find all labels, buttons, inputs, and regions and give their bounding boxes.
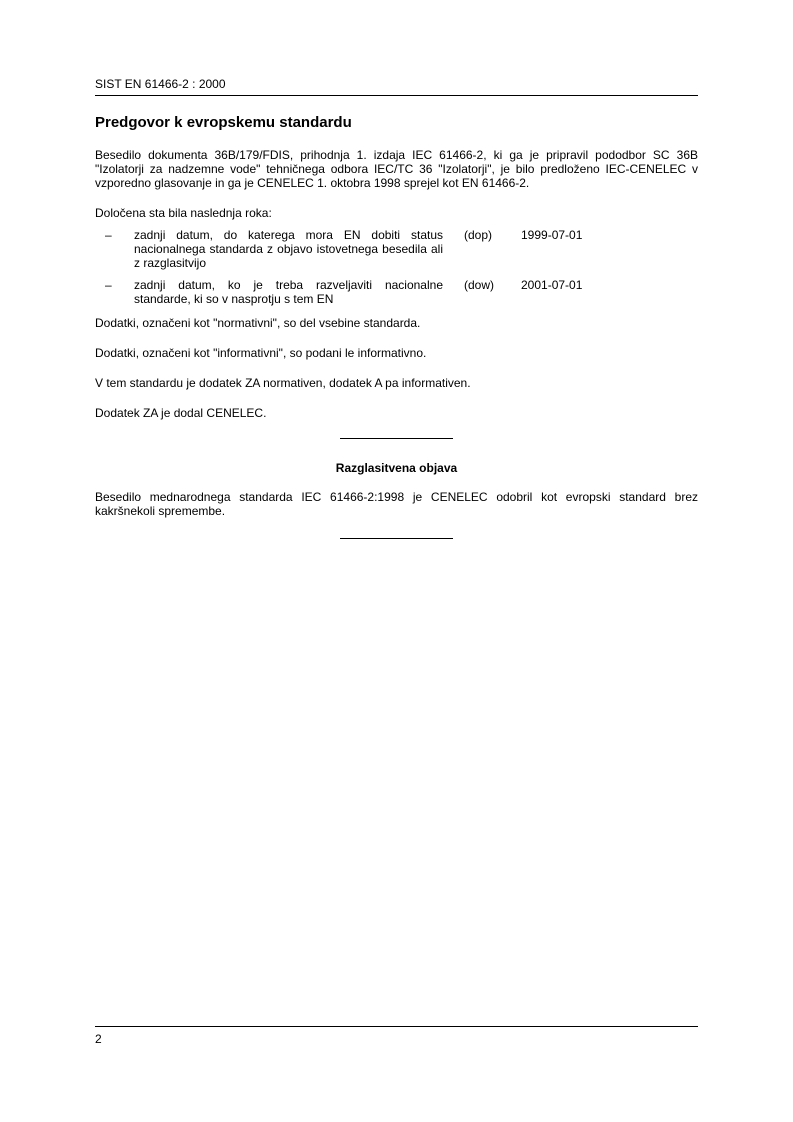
section-divider: [340, 538, 453, 539]
date-code: (dop): [464, 228, 493, 242]
annex-status-note: V tem standardu je dodatek ZA normativen, dodatek A pa informativen.: [95, 376, 471, 390]
annex-informative-note: Dodatki, označeni kot "informativni", so podani le informativno.: [95, 346, 427, 360]
list-dash: –: [105, 228, 112, 242]
date-description: zadnji datum, do katerega mora EN dobiti status nacionalnega standarda z objavo istovetnega besedila ali z razglasitvijo: [134, 228, 443, 270]
annex-za-note: Dodatek ZA je dodal CENELEC.: [95, 406, 267, 420]
foreword-title: Predgovor k evropskemu standardu: [95, 114, 352, 131]
foreword-intro: Besedilo dokumenta 36B/179/FDIS, prihodnja 1. izdaja IEC 61466-2, ki ga je pripravil pododbor SC 36B "Izolatorji za nadzemne vode" tehničnega odbora IEC/TC 36 "Izolatorji", je bilo predloženo IEC-CENELEC v vzporedno glasovanje in ga je CENELEC 1. oktobra 1998 sprejel kot EN 61466-2.: [95, 148, 698, 190]
date-value: 2001-07-01: [521, 278, 583, 292]
document-id: SIST EN 61466-2 : 2000: [95, 77, 226, 91]
list-item: [95, 228, 698, 270]
page-footer: [95, 1026, 698, 1047]
endorsement-text: Besedilo mednarodnega standarda IEC 61466-2:1998 je CENELEC odobril kot evropski standard brez kakršnekoli spremembe.: [95, 490, 698, 518]
list-item: [95, 278, 698, 306]
dates-list: [95, 228, 698, 306]
section-divider: [340, 438, 453, 439]
date-description: zadnji datum, ko je treba razveljaviti nacionalne standarde, ki so v nasprotju s tem EN: [134, 278, 443, 306]
date-code: (dow): [464, 278, 495, 292]
page-header: [95, 76, 698, 96]
annex-normative-note: Dodatki, označeni kot "normativni", so del vsebine standarda.: [95, 316, 421, 330]
endorsement-title: Razglasitvena objava: [335, 461, 458, 475]
page-content: [95, 113, 698, 559]
dates-intro: Določena sta bila naslednja roka:: [95, 206, 272, 220]
page-number: 2: [95, 1032, 102, 1046]
list-dash: –: [105, 278, 112, 292]
date-value: 1999-07-01: [521, 228, 583, 242]
